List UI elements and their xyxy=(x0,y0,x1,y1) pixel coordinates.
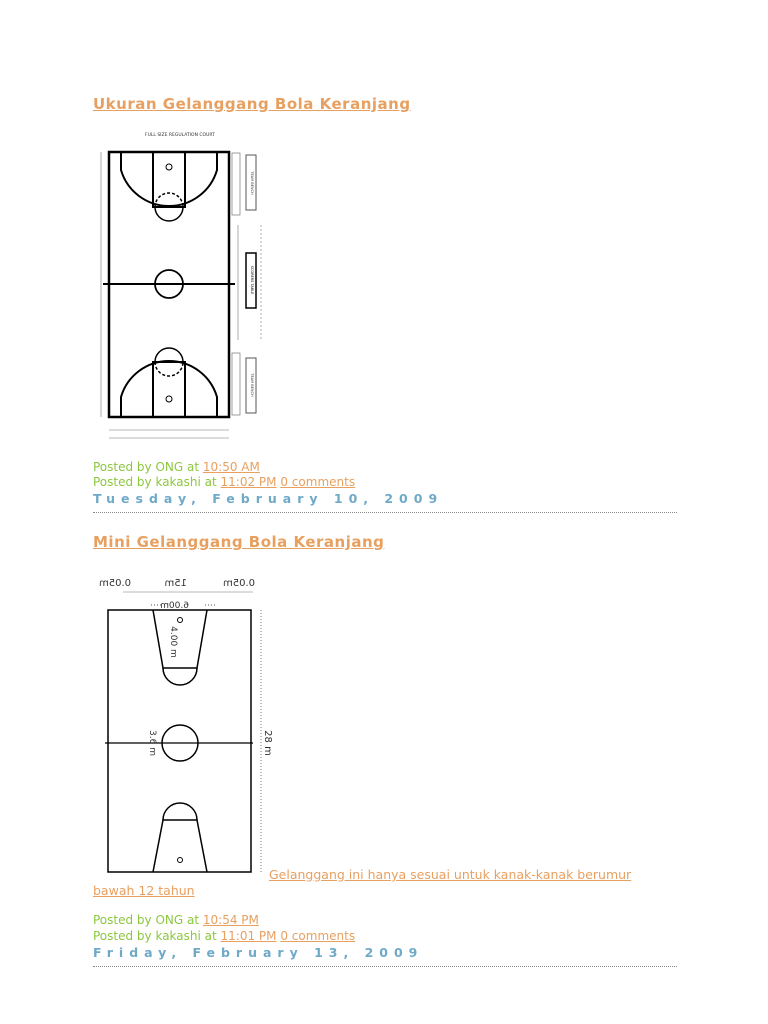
post-meta-1b xyxy=(93,475,355,489)
caption-link-line2[interactable]: bawah 12 tahun xyxy=(93,883,195,898)
post-time-link[interactable]: 11:02 PM xyxy=(220,475,277,489)
key-width-label: 6.00m xyxy=(160,601,189,611)
circle-label: 3.6 m xyxy=(147,730,157,756)
post-separator xyxy=(93,512,677,513)
comments-link[interactable]: 0 comments xyxy=(280,475,356,489)
margin-right-label: 0.05m xyxy=(222,578,255,589)
post-title-2[interactable]: Mini Gelanggang Bola Keranjang xyxy=(93,533,385,551)
court-heading: FULL SIZE REGULATION COURT xyxy=(145,133,215,138)
post-date-2: Friday, February 13, 2009 xyxy=(93,945,424,960)
caption-link-line1[interactable]: Gelanggang ini hanya sesuai untuk kanak-kanak berumur xyxy=(269,867,632,882)
full-court-diagram xyxy=(93,125,271,443)
team-bench-bottom-label: TEAM BENCH xyxy=(250,373,254,397)
post-meta-2a xyxy=(93,913,259,927)
mini-court-diagram xyxy=(93,570,273,878)
post-date-1: Tuesday, February 10, 2009 xyxy=(93,491,444,506)
comments-link[interactable]: 0 comments xyxy=(280,929,356,943)
post-time-link[interactable]: 11:01 PM xyxy=(220,929,277,943)
post-meta-1a xyxy=(93,460,260,474)
key-length-label: 4.00 m xyxy=(168,626,178,658)
meta-prefix: Posted by kakashi at xyxy=(93,475,217,489)
scorers-table-label: SCORERS TABLE xyxy=(250,265,254,295)
post-time-link[interactable]: 10:50 AM xyxy=(202,460,260,474)
team-bench-top-label: TEAM BENCH xyxy=(250,171,254,195)
post-time-link[interactable]: 10:54 PM xyxy=(202,913,259,927)
meta-prefix: Posted by kakashi at xyxy=(93,929,217,943)
margin-left-label: 0.05m xyxy=(98,578,131,589)
width-label: 15m xyxy=(164,578,187,589)
post-meta-2b xyxy=(93,929,355,943)
post-separator xyxy=(93,966,677,967)
length-label: 28 m xyxy=(262,730,273,756)
meta-prefix: Posted by ONG at xyxy=(93,913,200,927)
meta-prefix: Posted by ONG at xyxy=(93,460,200,474)
post-title-1[interactable]: Ukuran Gelanggang Bola Keranjang xyxy=(93,95,411,113)
